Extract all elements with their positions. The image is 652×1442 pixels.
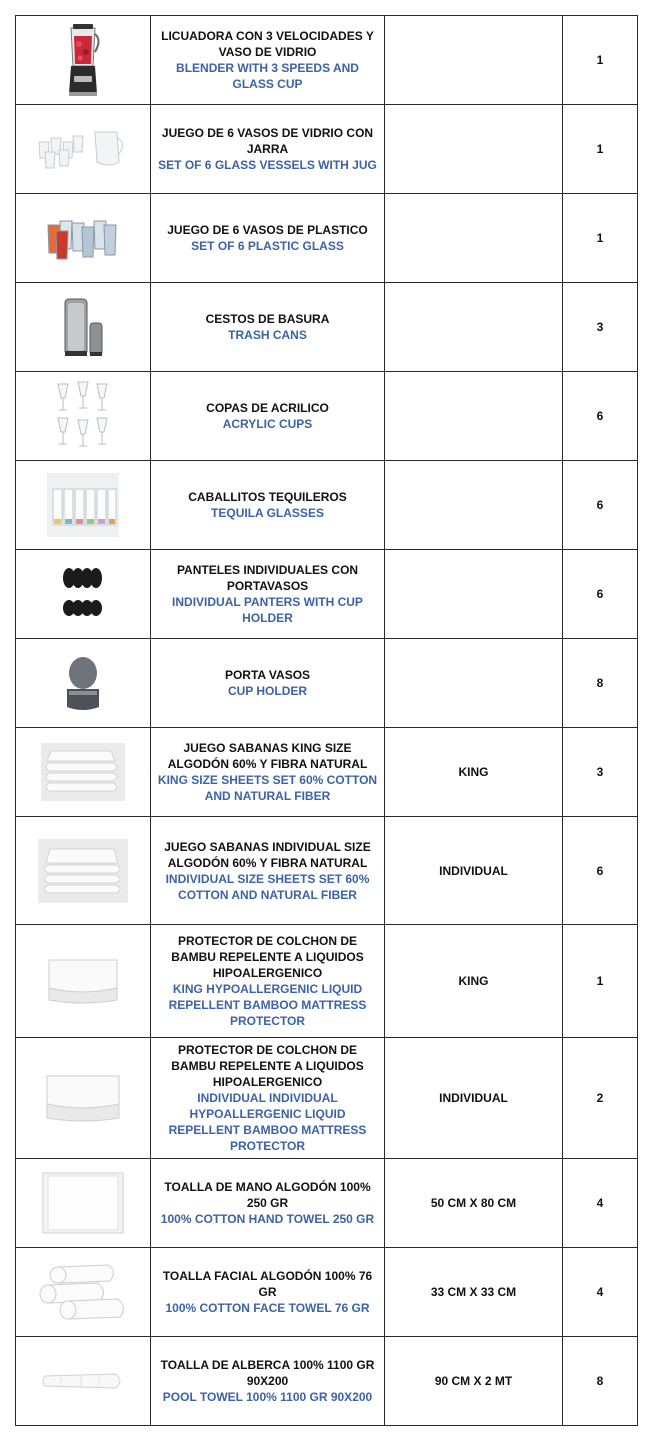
cup-holder-image — [63, 653, 103, 713]
description-cell — [151, 550, 385, 639]
table-row — [16, 1159, 638, 1248]
tequila-glasses-image — [47, 473, 119, 537]
quantity-cell: 4 — [563, 1248, 638, 1337]
product-image-cell — [16, 194, 151, 283]
description-english: INDIVIDUAL PANTERS WITH CUP HOLDER — [172, 595, 363, 625]
description-english: SET OF 6 PLASTIC GLASS — [191, 239, 344, 253]
description-spanish: PROTECTOR DE COLCHON DE BAMBU REPELENTE A LIQUIDOS HIPOALERGENICO — [171, 1043, 364, 1089]
quantity-cell: 1 — [563, 16, 638, 105]
size-cell — [385, 550, 563, 639]
table-row — [16, 728, 638, 817]
size-cell — [385, 16, 563, 105]
description-spanish: COPAS DE ACRILICO — [206, 401, 329, 415]
description-english: SET OF 6 GLASS VESSELS WITH JUG — [158, 158, 377, 172]
description-cell — [151, 283, 385, 372]
description-spanish: JUEGO DE 6 VASOS DE PLASTICO — [167, 223, 368, 237]
mattress-protector-image — [45, 954, 121, 1008]
table-row — [16, 639, 638, 728]
description-spanish: LICUADORA CON 3 VELOCIDADES Y VASO DE VIDRIO — [161, 29, 374, 59]
description-english: BLENDER WITH 3 SPEEDS AND GLASS CUP — [176, 61, 359, 91]
description-cell — [151, 194, 385, 283]
description-cell — [151, 105, 385, 194]
size-cell — [385, 461, 563, 550]
size-cell: 90 CM X 2 MT — [385, 1337, 563, 1426]
quantity-cell: 2 — [563, 1038, 638, 1159]
size-cell: KING — [385, 925, 563, 1038]
description-english: 100% COTTON HAND TOWEL 250 GR — [160, 1212, 375, 1226]
product-image-cell — [16, 550, 151, 639]
description-cell — [151, 16, 385, 105]
description-english: TEQUILA GLASSES — [211, 506, 324, 520]
size-cell: INDIVIDUAL — [385, 1038, 563, 1159]
size-cell — [385, 639, 563, 728]
table-row — [16, 925, 638, 1038]
table-row — [16, 16, 638, 105]
size-cell — [385, 283, 563, 372]
size-cell — [385, 194, 563, 283]
product-image-cell — [16, 1159, 151, 1248]
rolled-towels-image — [38, 1261, 128, 1323]
quantity-cell: 1 — [563, 194, 638, 283]
quantity-cell: 6 — [563, 461, 638, 550]
description-cell — [151, 1159, 385, 1248]
quantity-cell: 8 — [563, 639, 638, 728]
description-spanish: CESTOS DE BASURA — [205, 312, 330, 326]
table-row — [16, 550, 638, 639]
product-image-cell — [16, 728, 151, 817]
description-spanish: JUEGO SABANAS INDIVIDUAL SIZE ALGODÓN 60% Y FIBRA NATURAL — [164, 839, 371, 870]
description-cell — [151, 372, 385, 461]
description-english: KING SIZE SHEETS SET 60% COTTON AND NATURAL FIBER — [157, 773, 378, 803]
description-english: ACRYLIC CUPS — [222, 417, 313, 431]
description-english: INDIVIDUAL INDIVIDUAL HYPOALLERGENIC LIQUID REPELLENT BAMBOO MATTRESS PROTECTOR — [168, 1091, 367, 1153]
product-image-cell — [16, 461, 151, 550]
table-row — [16, 105, 638, 194]
description-cell — [151, 728, 385, 817]
sheets-image — [41, 743, 125, 801]
quantity-cell: 3 — [563, 728, 638, 817]
product-image-cell — [16, 16, 151, 105]
quantity-cell: 3 — [563, 283, 638, 372]
size-cell: 50 CM X 80 CM — [385, 1159, 563, 1248]
hand-towel-image — [42, 1172, 124, 1234]
quantity-cell: 6 — [563, 550, 638, 639]
product-image-cell — [16, 925, 151, 1038]
size-cell: INDIVIDUAL — [385, 817, 563, 925]
description-cell — [151, 639, 385, 728]
description-cell — [151, 817, 385, 925]
description-spanish: CABALLITOS TEQUILEROS — [188, 490, 347, 504]
product-image-cell — [16, 1248, 151, 1337]
inventory-table — [15, 15, 638, 1426]
product-image-cell — [16, 105, 151, 194]
product-image-cell — [16, 1038, 151, 1159]
description-english: CUP HOLDER — [227, 684, 308, 698]
description-cell — [151, 1337, 385, 1426]
description-english: 100% COTTON FACE TOWEL 76 GR — [165, 1301, 370, 1315]
table-row — [16, 1248, 638, 1337]
description-spanish: TOALLA FACIAL ALGODÓN 100% 76 GR — [162, 1269, 373, 1299]
table-row — [16, 283, 638, 372]
description-spanish: JUEGO DE 6 VASOS DE VIDRIO CON JARRA — [161, 126, 374, 156]
description-spanish: JUEGO SABANAS KING SIZE ALGODÓN 60% Y FIBRA NATURAL — [167, 741, 368, 771]
quantity-cell: 4 — [563, 1159, 638, 1248]
description-english: POOL TOWEL 100% 1100 GR 90X200 — [162, 1390, 373, 1404]
pool-towel-image — [41, 1370, 125, 1392]
quantity-cell: 6 — [563, 372, 638, 461]
table-row — [16, 817, 638, 925]
quantity-cell: 8 — [563, 1337, 638, 1426]
description-spanish: TOALLA DE ALBERCA 100% 1100 GR 90X200 — [160, 1358, 375, 1388]
mattress-protector-image — [43, 1070, 123, 1126]
trash-cans-image — [61, 295, 105, 359]
glass-set-with-jug-image — [37, 128, 129, 170]
product-image-cell — [16, 639, 151, 728]
description-spanish: PANTELES INDIVIDUALES CON PORTAVASOS — [176, 563, 359, 593]
description-spanish: TOALLA DE MANO ALGODÓN 100% 250 GR — [164, 1180, 371, 1210]
description-cell — [151, 925, 385, 1038]
description-spanish: PORTA VASOS — [224, 668, 311, 682]
quantity-cell: 1 — [563, 925, 638, 1038]
description-cell — [151, 1038, 385, 1159]
size-cell — [385, 372, 563, 461]
plastic-glasses-image — [46, 215, 120, 261]
table-row — [16, 194, 638, 283]
description-cell — [151, 461, 385, 550]
quantity-cell: 1 — [563, 105, 638, 194]
blender-image — [63, 22, 103, 98]
description-english: KING HYPOALLERGENIC LIQUID REPELLENT BAMBOO MATTRESS PROTECTOR — [168, 982, 367, 1028]
quantity-cell: 6 — [563, 817, 638, 925]
table-row — [16, 372, 638, 461]
size-cell: 33 CM X 33 CM — [385, 1248, 563, 1337]
table-row — [16, 1337, 638, 1426]
size-cell — [385, 105, 563, 194]
description-spanish: PROTECTOR DE COLCHON DE BAMBU REPELENTE A LIQUIDOS HIPOALERGENICO — [171, 934, 364, 980]
sheets-image — [38, 839, 128, 903]
table-row — [16, 1038, 638, 1159]
product-image-cell — [16, 372, 151, 461]
acrylic-cups-image — [55, 380, 111, 452]
description-english: TRASH CANS — [228, 328, 307, 342]
product-image-cell — [16, 1337, 151, 1426]
table-row — [16, 461, 638, 550]
product-image-cell — [16, 283, 151, 372]
size-cell: KING — [385, 728, 563, 817]
description-cell — [151, 1248, 385, 1337]
product-image-cell — [16, 817, 151, 925]
placemats-image — [62, 566, 104, 622]
description-english: INDIVIDUAL SIZE SHEETS SET 60% COTTON AND NATURAL FIBER — [165, 871, 370, 902]
